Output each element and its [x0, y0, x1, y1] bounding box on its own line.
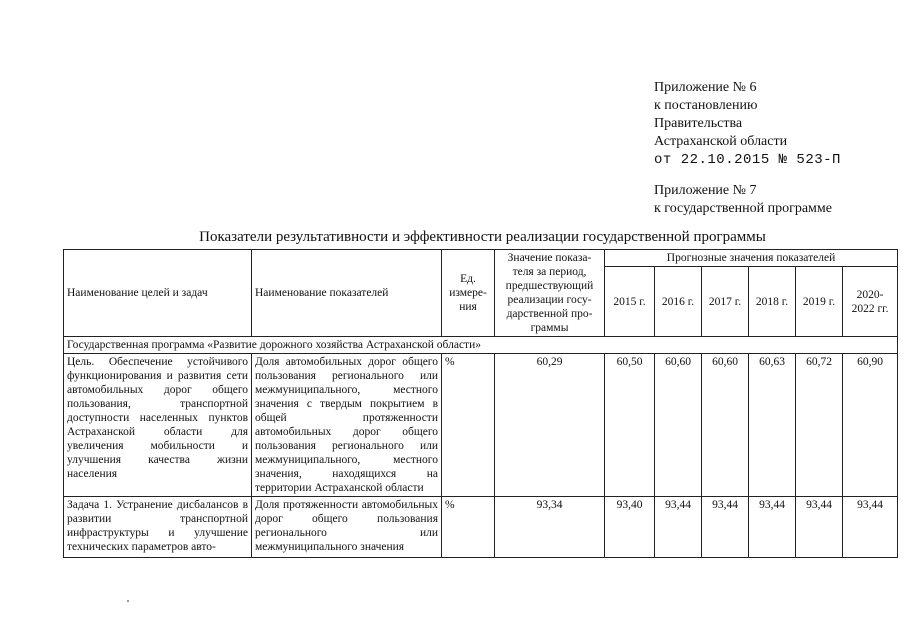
value-cell: 60,60 — [655, 354, 702, 497]
appendix-6-line: Приложение № 6 — [654, 80, 757, 95]
table-row — [64, 497, 898, 558]
header-goals: Наименование целей и задач — [64, 250, 252, 337]
indicator-cell: Доля автомобильных дорог общего пользования регионального или межмуниципального, местного значения с твердым покрытием в общей протяженности автомобильных дорог общего пользования регионального или межмуниципального, местного значения, находящихся на территории Астраханской области — [252, 354, 442, 497]
value-cell: 60,72 — [796, 354, 843, 497]
indicator-text: Доля протяженности автомобильных дорог общего пользования регионального или межмуниципального значения — [255, 499, 438, 553]
value-cell: 93,44 — [843, 497, 898, 558]
table-header-row — [64, 250, 898, 267]
scan-speck — [127, 600, 129, 602]
goal-text: Задача 1. Устранение дисбалансов в развитии транспортной инфраструктуры и улучшение технических параметров авто- — [67, 499, 248, 553]
unit-cell: % — [442, 354, 495, 497]
value-cell: 93,44 — [702, 497, 749, 558]
header-year: 2019 г. — [796, 267, 843, 337]
indicator-cell — [252, 497, 442, 558]
header-year: 2015 г. — [605, 267, 655, 337]
value-cell: 93,44 — [655, 497, 702, 558]
header-year: 2016 г. — [655, 267, 702, 337]
previous-value-cell: 93,34 — [495, 497, 605, 558]
unit-cell: % — [442, 497, 495, 558]
header-forecast: Прогнозные значения показателей — [605, 250, 898, 267]
value-cell: 93,40 — [605, 497, 655, 558]
goal-cell — [64, 497, 252, 558]
value-cell: 60,90 — [843, 354, 898, 497]
table-row — [64, 354, 898, 497]
header-previous-value: Значение показа-теля за период, предшествующий реализации госу-дарственной про-граммы — [495, 250, 605, 337]
header-indicators: Наименование показателей — [252, 250, 442, 337]
indicators-table — [63, 249, 898, 558]
value-cell: 93,44 — [749, 497, 796, 558]
header-year: 2018 г. — [749, 267, 796, 337]
header-unit: Ед. измере-ния — [442, 250, 495, 337]
appendix-7-line: к государственной программе — [654, 201, 832, 216]
header-year: 2020-2022 гг. — [843, 267, 898, 337]
appendix-6-block — [654, 79, 899, 169]
appendix-7-line: Приложение № 7 — [654, 183, 757, 198]
program-row — [64, 337, 898, 354]
program-name: Государственная программа «Развитие дорожного хозяйства Астраханской области» — [64, 337, 898, 354]
goal-cell: Цель. Обеспечение устойчивого функционирования и развития сети автомобильных дорог общего пользования, транспортной доступности населенных пунктов Астраханской области для увеличения мобильности и улучшения качества жизни населения — [64, 354, 252, 497]
document-title: Показатели результативности и эффективности реализации государственной программы — [199, 229, 766, 245]
value-cell: 60,63 — [749, 354, 796, 497]
appendix-7-block — [654, 182, 899, 218]
appendix-6-date-line: от 22.10.2015 № 523-П — [654, 152, 841, 168]
value-cell: 60,50 — [605, 354, 655, 497]
header-year: 2017 г. — [702, 267, 749, 337]
value-cell: 93,44 — [796, 497, 843, 558]
appendix-6-line: Астраханской области — [654, 134, 788, 149]
appendix-6-line: Правительства — [654, 116, 743, 131]
appendix-6-line: к постановлению — [654, 98, 758, 113]
previous-value-cell: 60,29 — [495, 354, 605, 497]
value-cell: 60,60 — [702, 354, 749, 497]
